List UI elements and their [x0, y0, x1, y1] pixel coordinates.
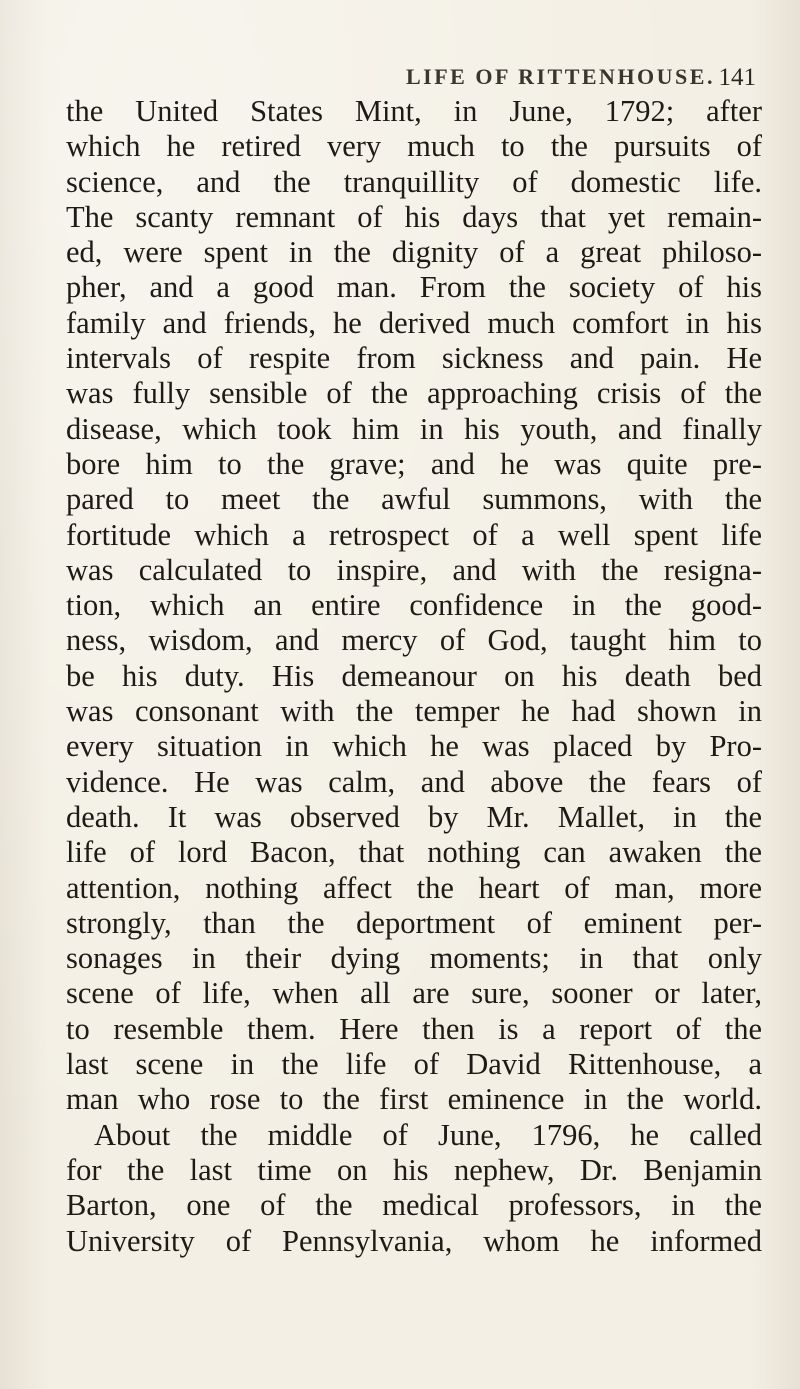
- text-line: strongly, than the deportment of eminent per-: [66, 905, 762, 940]
- text-line: every situation in which he was placed by Pro-: [66, 729, 762, 764]
- text-line: tion, which an entire confidence in the good-: [66, 588, 762, 623]
- text-line: Barton, one of the medical professors, in the: [66, 1188, 762, 1223]
- text-line: scene of life, when all are sure, sooner or later,: [66, 976, 762, 1011]
- text-line: was consonant with the temper he had shown in: [66, 694, 762, 729]
- text-line: attention, nothing affect the heart of man, more: [66, 870, 762, 905]
- text-line: death. It was observed by Mr. Mallet, in the: [66, 799, 762, 834]
- text-line: The scanty remnant of his days that yet remain-: [66, 199, 762, 234]
- text-line: pher, and a good man. From the society of his: [66, 270, 762, 305]
- running-head: [66, 58, 762, 94]
- text-line: intervals of respite from sickness and pain. He: [66, 341, 762, 376]
- body-paragraph: [66, 94, 762, 1259]
- text-line: disease, which took him in his youth, and finally: [66, 411, 762, 446]
- text-line: last scene in the life of David Rittenhouse, a: [66, 1047, 762, 1082]
- text-line: fortitude which a retrospect of a well spent life: [66, 517, 762, 552]
- text-line: man who rose to the first eminence in the world.: [66, 1082, 762, 1117]
- page-number: 141: [718, 64, 756, 91]
- running-title: LIFE OF RITTENHOUSE.: [406, 64, 715, 89]
- text-line: family and friends, he derived much comfort in his: [66, 305, 762, 340]
- text-line: About the middle of June, 1796, he called: [94, 1117, 762, 1152]
- text-line: was fully sensible of the approaching crisis of the: [66, 376, 762, 411]
- text-line: be his duty. His demeanour on his death bed: [66, 658, 762, 693]
- text-line: the United States Mint, in June, 1792; after: [66, 94, 762, 128]
- text-line: for the last time on his nephew, Dr. Benjamin: [66, 1152, 762, 1187]
- text-line: pared to meet the awful summons, with the: [66, 482, 762, 517]
- text-line: to resemble them. Here then is a report of the: [66, 1011, 762, 1046]
- text-line: bore him to the grave; and he was quite pre-: [66, 446, 762, 481]
- text-line: life of lord Bacon, that nothing can awaken the: [66, 835, 762, 870]
- text-line: University of Pennsylvania, whom he informed: [66, 1223, 762, 1258]
- text-line: vidence. He was calm, and above the fears of: [66, 764, 762, 799]
- text-line: was calculated to inspire, and with the resigna-: [66, 552, 762, 587]
- text-line: which he retired very much to the pursuits of: [66, 129, 762, 164]
- text-line: ness, wisdom, and mercy of God, taught him to: [66, 623, 762, 658]
- text-line: ed, were spent in the dignity of a great philoso-: [66, 235, 762, 270]
- text-line: science, and the tranquillity of domestic life.: [66, 164, 762, 199]
- text-line: sonages in their dying moments; in that only: [66, 941, 762, 976]
